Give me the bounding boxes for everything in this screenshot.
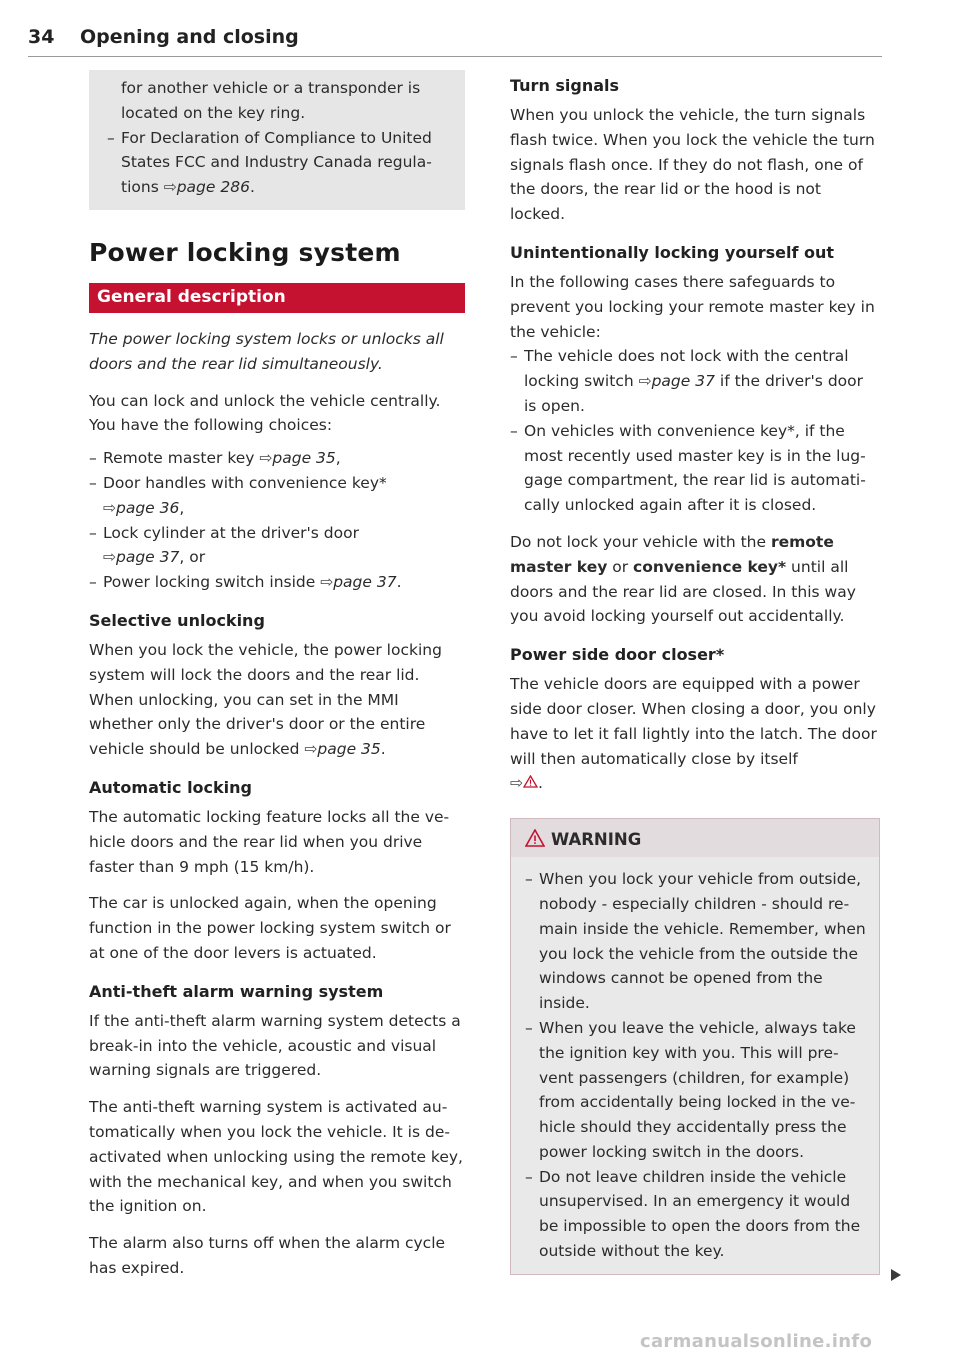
antitheft-text-2: The anti-theft warning system is activated automatically when you lock the vehicle. It is deactivated when unlocking using the remote key, with the mechanical key, and when you switch the ignition on. — [89, 1098, 463, 1216]
heading-automatic-locking: Automatic locking — [89, 777, 252, 797]
choice-item: – Lock cylinder at the driver's door ⇨page 37, or — [89, 521, 465, 571]
warning-item: – When you leave the vehicle, always take the ignition key with you. This will prevent passengers (children, for example) from accidentally being locked in the vehicle should they accidentally press the power locking switch in the doors. — [525, 1016, 867, 1165]
automatic-text-1: The automatic locking feature locks all the vehicle doors and the rear lid when you drive faster than 9 mph (15 km/h). — [89, 807, 450, 876]
choice-item: – Remote master key ⇨page 35, — [89, 446, 465, 471]
warning-item: – When you lock your vehicle from outside, nobody - especially children - should remain inside the vehicle. Remember, when you lock the vehicle from the outside the windows cannot be opened from the inside. — [525, 867, 867, 1016]
warning-header — [511, 819, 879, 857]
footer-watermark: carmanualsonline.info — [640, 1331, 873, 1352]
intro-text: The power locking system locks or unlocks all doors and the rear lid simultaneously. — [89, 329, 444, 373]
heading-turn-signals: Turn signals — [510, 76, 620, 95]
page-ref-link[interactable]: page 35 — [317, 740, 381, 759]
locking-out-item: – On vehicles with convenience key*, if the most recently used master key is in the luggage compartment, the rear lid is automatically unlocked again after it is closed. — [510, 419, 880, 518]
heading-power-side-door: Power side door closer* — [510, 645, 725, 665]
warning-triangle-icon — [525, 829, 545, 847]
choices-intro: You can lock and unlock the vehicle centrally. You have the following choices: — [89, 391, 441, 435]
choices-list — [89, 446, 465, 595]
locking-out-list — [510, 344, 880, 518]
right-column — [510, 70, 880, 1275]
continued-text: for another vehicle or a transponder is located on the key ring. — [121, 79, 421, 122]
left-column — [89, 70, 465, 1281]
warning-title: WARNING — [551, 830, 642, 850]
locking-out-item: – The vehicle does not lock with the central locking switch ⇨page 37 if the driver's door is open. — [510, 344, 880, 418]
warning-item: – Do not leave children inside the vehicle unsupervised. In an emergency it would be impossible to open the doors from the outside without the key. — [525, 1165, 867, 1264]
page-ref-link[interactable]: page 37 — [333, 573, 397, 592]
page-ref-link[interactable]: page 35 — [272, 449, 336, 468]
do-not-lock-text: Do not lock your vehicle with the remote master key or convenience key* until all doors and the rear lid are closed. In this way you avoid locking yourself out accidentally. — [510, 532, 856, 626]
turn-signals-text: When you unlock the vehicle, the turn signals flash twice. When you lock the vehicle the turn signals flash once. If they do not flash, one of the doors, the rear lid or the hood is not locked. — [510, 106, 875, 224]
choice-item: – Power locking switch inside ⇨page 37. — [89, 570, 465, 595]
page-ref-link[interactable]: page 36 — [116, 498, 180, 517]
page-ref-link[interactable]: page 286 — [176, 178, 250, 197]
fcc-bullet: – For Declaration of Compliance to United States FCC and Industry Canada regulations ⇨page 286. — [107, 126, 451, 200]
antitheft-text-1: If the anti-theft alarm warning system detects a break-in into the vehicle, acoustic and visual warning signals are triggered. — [89, 1011, 461, 1080]
selective-text: When you lock the vehicle, the power locking system will lock the doors and the rear lid. When unlocking, you can set in the MMI whether only the driver's door or the entire vehicle should be unlocked ⇨page 35. — [89, 640, 442, 759]
heading-selective-unlocking: Selective unlocking — [89, 610, 265, 630]
continued-note-box — [89, 70, 465, 210]
page-ref-link[interactable]: page 37 — [116, 548, 180, 567]
choice-item: – Door handles with convenience key* ⇨page 36, — [89, 471, 465, 521]
section-title: Opening and closing — [80, 26, 299, 48]
continue-arrow-icon — [890, 1268, 902, 1282]
locking-out-text: In the following cases there safeguards to prevent you locking your remote master key in the vehicle: — [510, 272, 875, 341]
antitheft-text-3: The alarm also turns off when the alarm cycle has expired. — [89, 1234, 446, 1277]
page-header — [28, 22, 882, 57]
warning-body — [511, 857, 879, 1274]
sub-heading-bar: General description — [89, 283, 465, 313]
main-heading: Power locking system — [89, 237, 401, 267]
page-number: 34 — [28, 26, 55, 48]
power-side-text: The vehicle doors are equipped with a power side door closer. When closing a door, you only have to let it fall lightly into the latch. The door will then automatically close by itself ⇨ . — [510, 675, 877, 793]
heading-locking-out: Unintentionally locking yourself out — [510, 242, 835, 262]
warning-box — [510, 818, 880, 1275]
automatic-text-2: The car is unlocked again, when the opening function in the power locking system switch or at one of the door levers is actuated. — [89, 894, 451, 962]
heading-anti-theft: Anti-theft alarm warning system — [89, 981, 384, 1001]
page-ref-link[interactable]: page 37 — [651, 372, 715, 391]
warning-triangle-icon[interactable] — [523, 775, 538, 788]
